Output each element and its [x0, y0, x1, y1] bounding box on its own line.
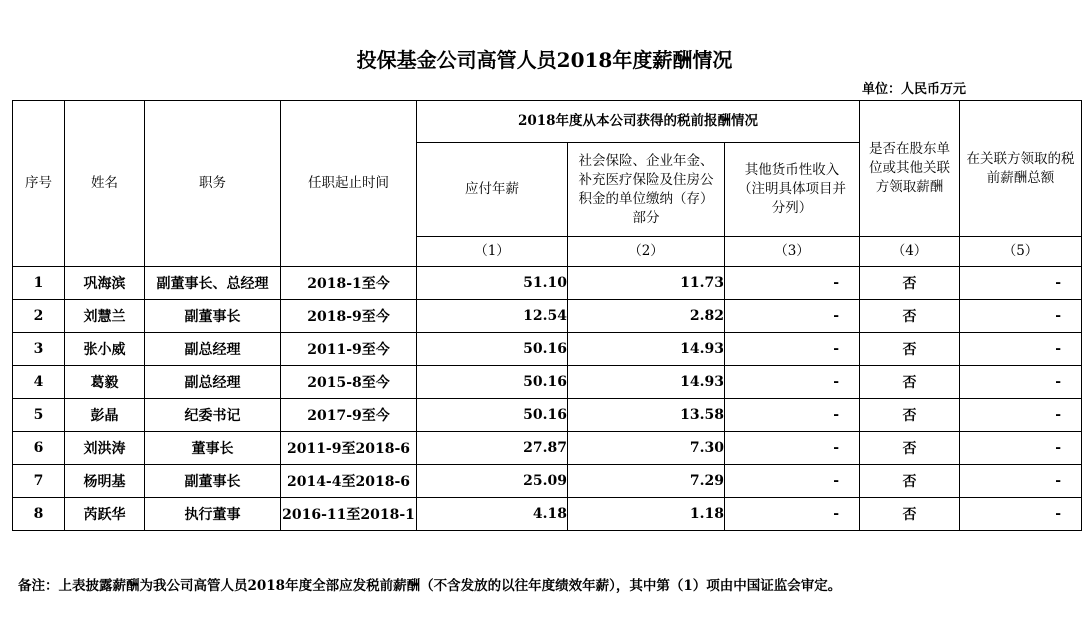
table-row	[13, 498, 1082, 531]
header-name: 姓名	[65, 101, 145, 267]
cell-position: 执行董事	[145, 498, 281, 531]
cell-seq: 2	[13, 300, 65, 333]
table-row	[13, 432, 1082, 465]
header-position: 职务	[145, 101, 281, 267]
cell-related-party-paid: 否	[860, 432, 960, 465]
cell-other-income: -	[725, 333, 860, 366]
cell-tenure: 2016-11至2018-1	[281, 498, 417, 531]
cell-position: 副董事长	[145, 465, 281, 498]
cell-name: 彭晶	[65, 399, 145, 432]
salary-table	[12, 100, 1082, 531]
cell-position: 副董事长、总经理	[145, 267, 281, 300]
cell-other-income: -	[725, 300, 860, 333]
cell-social-insurance: 1.18	[568, 498, 725, 531]
cell-other-income: -	[725, 267, 860, 300]
table-row	[13, 267, 1082, 300]
cell-tenure: 2018-9至今	[281, 300, 417, 333]
cell-related-party-paid: 否	[860, 300, 960, 333]
cell-seq: 1	[13, 267, 65, 300]
cell-related-party-paid: 否	[860, 333, 960, 366]
header-other-income: 其他货币性收入（注明具体项目并分列）	[725, 143, 860, 237]
cell-related-party-total: -	[960, 366, 1082, 399]
cell-social-insurance: 11.73	[568, 267, 725, 300]
cell-social-insurance: 7.29	[568, 465, 725, 498]
cell-seq: 7	[13, 465, 65, 498]
cell-name: 芮跃华	[65, 498, 145, 531]
footnote: 备注：上表披露薪酬为我公司高管人员2018年度全部应发税前薪酬（不含发放的以往年度绩效年薪），其中第（1）项由中国证监会审定。	[18, 578, 842, 594]
cell-tenure: 2011-9至今	[281, 333, 417, 366]
unit-label: 单位：人民币万元	[862, 82, 967, 97]
cell-related-party-paid: 否	[860, 366, 960, 399]
cell-related-party-paid: 否	[860, 498, 960, 531]
table-row	[13, 465, 1082, 498]
cell-position: 副总经理	[145, 333, 281, 366]
header-related-party-total: 在关联方领取的税前薪酬总额	[960, 101, 1082, 237]
table-row	[13, 333, 1082, 366]
header-col-2: （2）	[568, 237, 725, 267]
cell-annual-salary: 50.16	[417, 399, 568, 432]
cell-other-income: -	[725, 432, 860, 465]
cell-other-income: -	[725, 399, 860, 432]
cell-related-party-total: -	[960, 300, 1082, 333]
cell-name: 巩海滨	[65, 267, 145, 300]
header-tenure: 任职起止时间	[281, 101, 417, 267]
cell-seq: 8	[13, 498, 65, 531]
cell-name: 刘慧兰	[65, 300, 145, 333]
cell-other-income: -	[725, 366, 860, 399]
cell-annual-salary: 4.18	[417, 498, 568, 531]
cell-annual-salary: 51.10	[417, 267, 568, 300]
cell-related-party-total: -	[960, 432, 1082, 465]
cell-name: 张小威	[65, 333, 145, 366]
header-col-3: （3）	[725, 237, 860, 267]
cell-social-insurance: 14.93	[568, 366, 725, 399]
cell-seq: 6	[13, 432, 65, 465]
cell-other-income: -	[725, 465, 860, 498]
cell-annual-salary: 12.54	[417, 300, 568, 333]
cell-name: 葛毅	[65, 366, 145, 399]
table-row	[13, 366, 1082, 399]
header-social-insurance: 社会保险、企业年金、补充医疗保险及住房公积金的单位缴纳（存）部分	[568, 143, 725, 237]
cell-social-insurance: 7.30	[568, 432, 725, 465]
table-row	[13, 300, 1082, 333]
cell-annual-salary: 50.16	[417, 366, 568, 399]
cell-related-party-paid: 否	[860, 465, 960, 498]
cell-tenure: 2011-9至2018-6	[281, 432, 417, 465]
cell-tenure: 2014-4至2018-6	[281, 465, 417, 498]
header-col-1: （1）	[417, 237, 568, 267]
header-related-party-paid: 是否在股东单位或其他关联方领取薪酬	[860, 101, 960, 237]
cell-related-party-total: -	[960, 333, 1082, 366]
cell-tenure: 2015-8至今	[281, 366, 417, 399]
cell-social-insurance: 13.58	[568, 399, 725, 432]
cell-social-insurance: 14.93	[568, 333, 725, 366]
header-seq: 序号	[13, 101, 65, 267]
cell-related-party-total: -	[960, 465, 1082, 498]
cell-name: 刘洪涛	[65, 432, 145, 465]
cell-tenure: 2017-9至今	[281, 399, 417, 432]
cell-annual-salary: 27.87	[417, 432, 568, 465]
cell-position: 副总经理	[145, 366, 281, 399]
cell-position: 副董事长	[145, 300, 281, 333]
cell-seq: 4	[13, 366, 65, 399]
header-compensation-group: 2018年度从本公司获得的税前报酬情况	[417, 101, 860, 143]
cell-annual-salary: 25.09	[417, 465, 568, 498]
cell-other-income: -	[725, 498, 860, 531]
cell-name: 杨明基	[65, 465, 145, 498]
document-title: 投保基金公司高管人员2018年度薪酬情况	[356, 48, 733, 72]
cell-related-party-total: -	[960, 498, 1082, 531]
cell-seq: 5	[13, 399, 65, 432]
cell-position: 董事长	[145, 432, 281, 465]
header-col-5: （5）	[960, 237, 1082, 267]
cell-related-party-total: -	[960, 399, 1082, 432]
cell-tenure: 2018-1至今	[281, 267, 417, 300]
cell-related-party-total: -	[960, 267, 1082, 300]
header-col-4: （4）	[860, 237, 960, 267]
cell-related-party-paid: 否	[860, 267, 960, 300]
cell-annual-salary: 50.16	[417, 333, 568, 366]
cell-related-party-paid: 否	[860, 399, 960, 432]
cell-social-insurance: 2.82	[568, 300, 725, 333]
header-annual-salary: 应付年薪	[417, 143, 568, 237]
cell-position: 纪委书记	[145, 399, 281, 432]
table-row	[13, 399, 1082, 432]
cell-seq: 3	[13, 333, 65, 366]
